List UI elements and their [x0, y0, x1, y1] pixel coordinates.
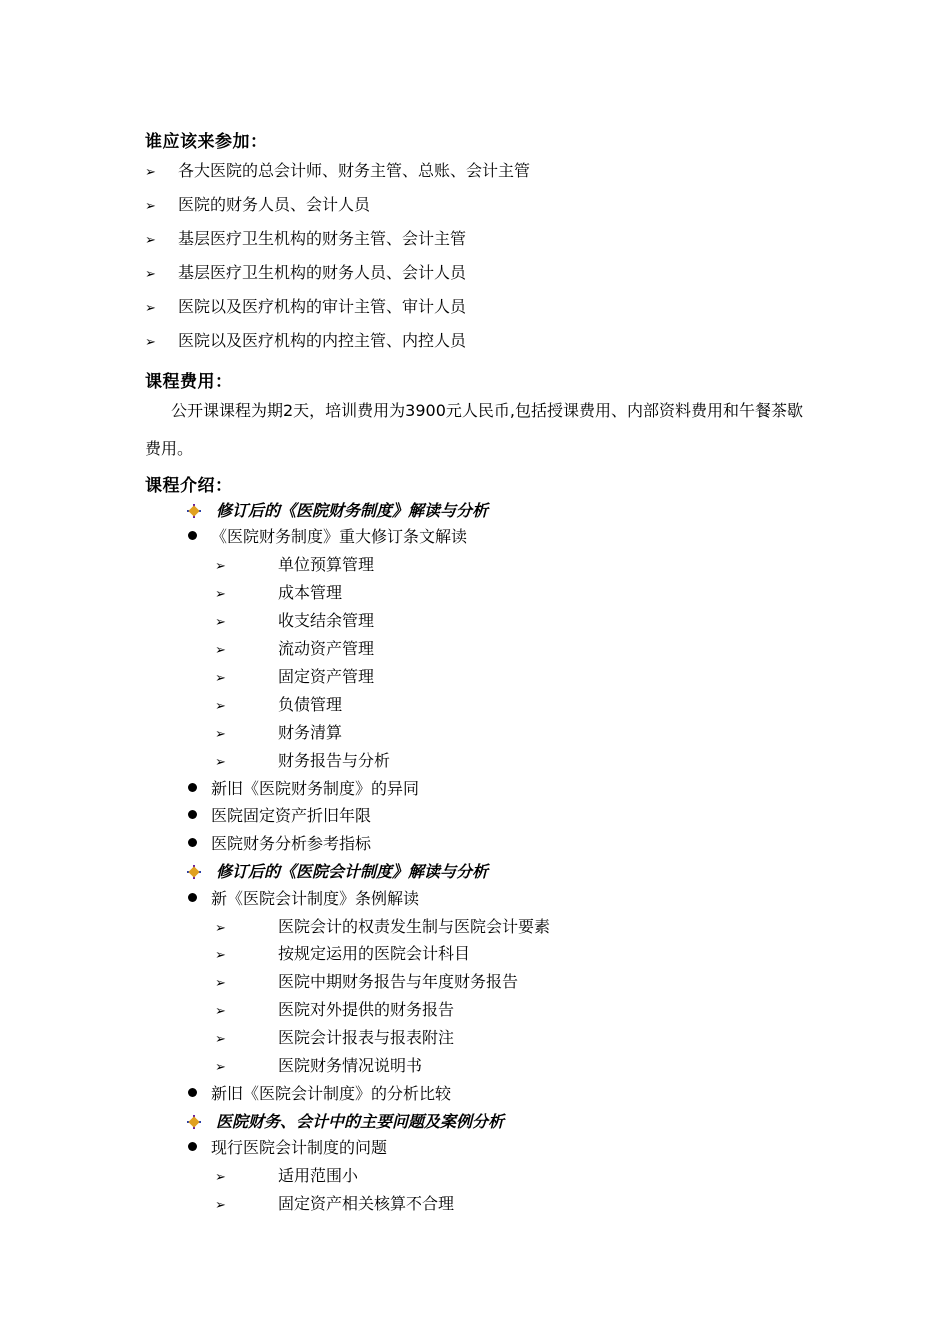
arrow-bullet-icon: ➢: [145, 267, 156, 282]
subtopic-label: 适用范围小: [278, 1166, 359, 1186]
diamond-bullet-icon: [187, 1115, 201, 1129]
subtopic-item: [215, 582, 342, 606]
section-title: 修订后的《医院会计制度》解读与分析: [216, 862, 489, 882]
course-fee-heading: 课程费用：: [145, 372, 233, 392]
topic-label: 《医院财务制度》重大修订条文解读: [211, 527, 468, 547]
arrow-bullet-icon: ➢: [215, 1198, 226, 1213]
topic-label: 新旧《医院财务制度》的异同: [211, 778, 420, 798]
topic-item: [188, 526, 467, 548]
diamond-bullet-icon: [187, 865, 201, 879]
dot-bullet-icon: [188, 1088, 197, 1097]
attendee-item: [145, 330, 466, 354]
arrow-bullet-icon: ➢: [215, 698, 226, 714]
dot-bullet-icon: [188, 1142, 197, 1151]
attendee-item-label: 医院以及医疗机构的内控主管、内控人员: [178, 331, 467, 350]
section-title: 医院财务、会计中的主要问题及案例分析: [216, 1111, 505, 1131]
dot-bullet-icon: [188, 783, 197, 792]
subtopic-item: [215, 694, 342, 718]
course-intro-heading: 课程介绍：: [145, 476, 233, 496]
arrow-bullet-icon: ➢: [215, 587, 226, 603]
arrow-bullet-icon: ➢: [145, 233, 156, 248]
subtopic-item: [215, 1193, 454, 1217]
subtopic-item: [215, 638, 374, 662]
subtopic-item: [215, 666, 374, 690]
attendee-item: [145, 296, 466, 320]
subtopic-item: [215, 916, 550, 940]
attendee-item-label: 医院的财务人员、会计人员: [178, 195, 371, 214]
subtopic-item: [215, 1055, 422, 1079]
dot-bullet-icon: [188, 531, 197, 540]
subtopic-label: 单位预算管理: [278, 555, 375, 575]
subtopic-label: 财务清算: [278, 722, 343, 742]
attendee-item: [145, 262, 466, 286]
arrow-bullet-icon: ➢: [215, 1060, 226, 1075]
arrow-bullet-icon: ➢: [215, 976, 226, 992]
subtopic-item: [215, 943, 470, 967]
arrow-bullet-icon: ➢: [145, 165, 156, 180]
topic-item: [188, 888, 419, 910]
arrow-bullet-icon: ➢: [145, 335, 156, 350]
attendee-item: [145, 194, 370, 218]
topic-item: [188, 805, 371, 827]
dot-bullet-icon: [188, 893, 197, 902]
dot-bullet-icon: [188, 838, 197, 847]
subtopic-label: 医院会计报表与报表附注: [278, 1028, 455, 1048]
arrow-bullet-icon: ➢: [215, 1032, 226, 1048]
dot-bullet-icon: [188, 810, 197, 819]
subtopic-label: 固定资产相关核算不合理: [278, 1194, 455, 1213]
arrow-bullet-icon: ➢: [215, 643, 226, 658]
arrow-bullet-icon: ➢: [215, 1170, 226, 1186]
subtopic-item: [215, 722, 342, 746]
subtopic-label: 财务报告与分析: [278, 750, 391, 770]
topic-label: 现行医院会计制度的问题: [211, 1138, 388, 1158]
arrow-bullet-icon: ➢: [215, 754, 226, 770]
arrow-bullet-icon: ➢: [215, 559, 226, 575]
arrow-bullet-icon: ➢: [215, 726, 226, 742]
subtopic-label: 负债管理: [278, 694, 343, 714]
course-fee-text: 公开课课程为期2天，培训费用为3900元人民币,包括授课费用、内部资料费用和午餐茶歇费用。: [145, 401, 803, 458]
attendee-item-label: 医院以及医疗机构的审计主管、审计人员: [178, 297, 467, 316]
subtopic-label: 医院财务情况说明书: [278, 1056, 423, 1075]
diamond-bullet-icon: [187, 504, 201, 518]
topic-label: 医院固定资产折旧年限: [211, 806, 372, 826]
arrow-bullet-icon: ➢: [215, 948, 226, 964]
arrow-bullet-icon: ➢: [215, 615, 226, 631]
subtopic-label: 医院对外提供的财务报告: [278, 1000, 455, 1020]
attendee-item-label: 基层医疗卫生机构的财务主管、会计主管: [178, 229, 467, 248]
attendee-item-label: 基层医疗卫生机构的财务人员、会计人员: [178, 263, 467, 282]
topic-label: 医院财务分析参考指标: [211, 834, 372, 854]
section-title-row: [187, 1111, 504, 1133]
topic-item: [188, 1137, 387, 1159]
subtopic-label: 医院中期财务报告与年度财务报告: [278, 972, 519, 992]
arrow-bullet-icon: ➢: [145, 301, 156, 316]
subtopic-label: 固定资产管理: [278, 666, 375, 686]
subtopic-label: 成本管理: [278, 583, 343, 603]
attendee-item: [145, 160, 530, 184]
who-should-attend-heading: 谁应该来参加：: [145, 132, 268, 152]
subtopic-item: [215, 554, 374, 578]
subtopic-item: [215, 1027, 454, 1051]
topic-item: [188, 1083, 451, 1105]
subtopic-item: [215, 750, 390, 774]
section-title-row: [187, 500, 488, 522]
attendee-item: [145, 228, 466, 252]
subtopic-item: [215, 610, 374, 634]
subtopic-item: [215, 1165, 358, 1189]
topic-item: [188, 833, 371, 855]
subtopic-label: 按规定运用的医院会计科目: [278, 944, 471, 964]
arrow-bullet-icon: ➢: [145, 199, 156, 214]
section-title: 修订后的《医院财务制度》解读与分析: [216, 501, 489, 520]
arrow-bullet-icon: ➢: [215, 920, 226, 936]
attendee-item-label: 各大医院的总会计师、财务主管、总账、会计主管: [178, 161, 531, 180]
section-title-row: [187, 861, 488, 883]
subtopic-item: [215, 999, 454, 1023]
subtopic-label: 流动资产管理: [278, 639, 375, 658]
topic-label: 新旧《医院会计制度》的分析比较: [211, 1083, 452, 1103]
topic-item: [188, 778, 419, 800]
subtopic-item: [215, 971, 518, 995]
subtopic-label: 收支结余管理: [278, 611, 375, 631]
arrow-bullet-icon: ➢: [215, 670, 226, 686]
subtopic-label: 医院会计的权责发生制与医院会计要素: [278, 916, 551, 936]
arrow-bullet-icon: ➢: [215, 1004, 226, 1020]
topic-label: 新《医院会计制度》条例解读: [211, 888, 420, 908]
